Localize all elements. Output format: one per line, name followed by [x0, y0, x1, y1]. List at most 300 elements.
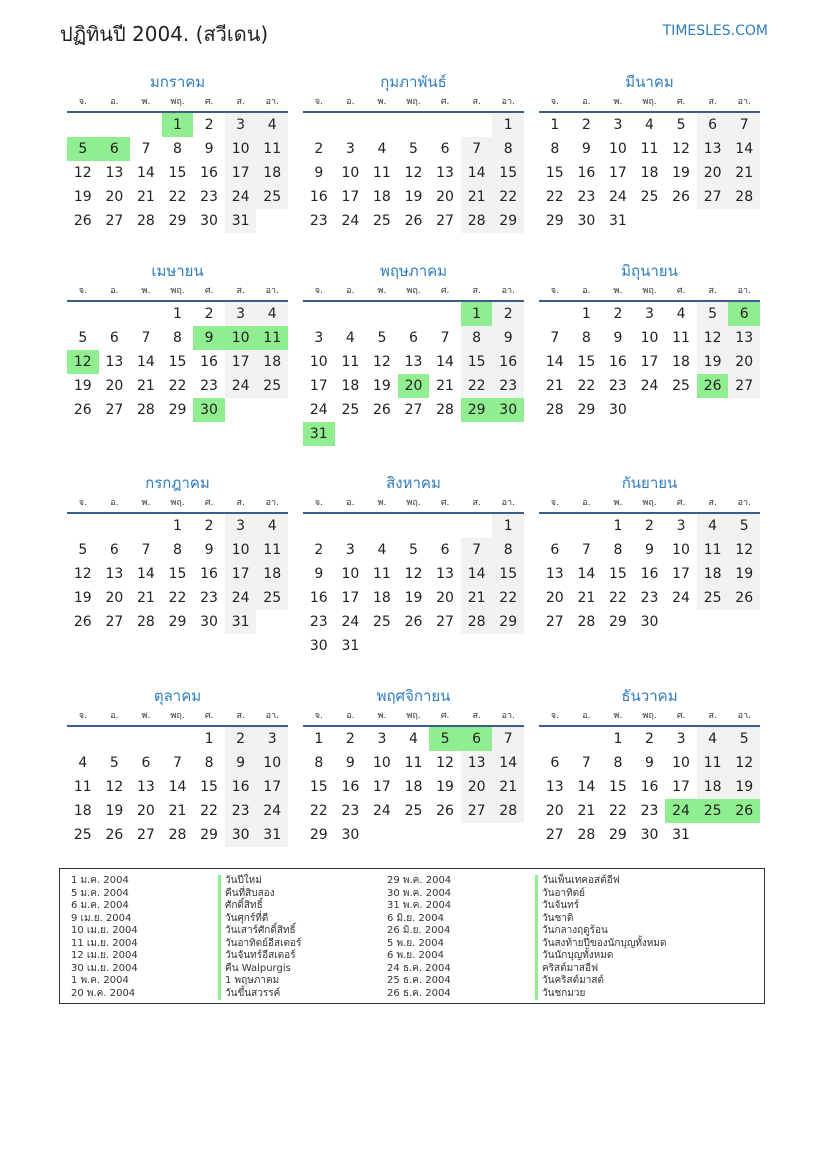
weekday-label: อา.	[501, 286, 515, 296]
day-cell: 3	[345, 141, 355, 157]
weekday-label: อา.	[265, 97, 279, 107]
day-cell: 29	[168, 402, 187, 418]
weekday-label: ส.	[472, 498, 481, 508]
weekday-header	[303, 283, 524, 302]
empty-cell	[303, 514, 335, 538]
month-name: ตุลาคม	[153, 687, 202, 705]
month-calendar	[539, 70, 760, 233]
day-cell: 2	[645, 731, 654, 747]
day-cell: 8	[492, 137, 524, 161]
day-cell: 3	[314, 330, 324, 346]
weekday-header	[303, 708, 524, 727]
day-cell: 18	[672, 354, 690, 370]
day-cell: 15	[609, 779, 627, 795]
day-cell: 9	[645, 755, 654, 771]
empty-cell	[67, 113, 99, 137]
weekday-label: พฤ.	[642, 498, 657, 508]
day-cell: 14	[461, 161, 493, 185]
day-cell: 19	[728, 562, 760, 586]
holiday-entry: วันเสาร์ศักดิ์สิทธิ์	[218, 925, 301, 938]
day-cell: 29	[492, 610, 524, 634]
weekday-label: อ.	[346, 97, 355, 107]
day-cell: 20	[105, 189, 124, 205]
day-cell: 3	[676, 731, 686, 747]
weekday-label: ศ.	[204, 498, 214, 508]
day-cell: 3	[225, 113, 257, 137]
day-cell: 3	[645, 306, 654, 322]
day-cell: 7	[440, 330, 450, 346]
day-grid	[67, 514, 288, 634]
day-cell: 25	[373, 213, 391, 229]
day-grid	[539, 302, 760, 422]
day-cell: 25	[373, 614, 391, 630]
day-cell: 9	[492, 326, 524, 350]
day-cell: 11	[640, 141, 659, 157]
day-cell: 20	[545, 803, 564, 819]
day-grid	[303, 302, 524, 446]
empty-cell	[571, 727, 603, 751]
day-cell: 8	[613, 755, 623, 771]
day-cell: 4	[78, 755, 88, 771]
weekday-label: ศ.	[676, 498, 686, 508]
weekday-label: พ.	[377, 498, 387, 508]
day-cell: 21	[545, 378, 564, 394]
day-cell: 28	[168, 827, 187, 843]
weekday-label: พฤ.	[642, 97, 657, 107]
day-cell: 17	[609, 165, 627, 181]
day-cell: 22	[309, 803, 328, 819]
day-cell: 18	[373, 189, 391, 205]
day-cell: 19	[73, 590, 92, 606]
day-cell: 31	[609, 213, 627, 229]
month-calendar	[303, 471, 524, 658]
day-cell: 7	[492, 727, 524, 751]
weekday-header	[539, 495, 760, 514]
day-cell: 26	[672, 189, 690, 205]
weekday-header	[539, 283, 760, 302]
holiday-day-cell: 30	[492, 398, 524, 422]
day-cell: 27	[105, 213, 124, 229]
weekday-label: ส.	[472, 711, 481, 721]
day-grid	[303, 727, 524, 847]
day-cell: 22	[168, 378, 187, 394]
holiday-entry: 29 พ.ค. 2004	[387, 875, 452, 886]
day-cell: 23	[609, 378, 627, 394]
day-cell: 4	[345, 330, 355, 346]
day-cell: 14	[492, 751, 524, 775]
day-cell: 27	[404, 402, 423, 418]
holiday-day-cell: 30	[193, 398, 225, 422]
weekday-label: อ.	[582, 286, 591, 296]
day-cell: 24	[373, 803, 391, 819]
holiday-day-cell: 29	[461, 398, 493, 422]
day-cell: 28	[137, 614, 155, 630]
holiday-entry: 30 พ.ค. 2004	[387, 887, 452, 899]
day-cell: 30	[309, 638, 328, 654]
holiday-day-cell: 9	[193, 326, 225, 350]
day-cell: 15	[609, 566, 627, 582]
day-cell: 12	[436, 755, 454, 771]
month-calendar	[539, 259, 760, 422]
weekday-label: ศ.	[440, 97, 450, 107]
day-cell: 23	[640, 590, 659, 606]
day-cell: 28	[577, 614, 596, 630]
day-cell: 12	[105, 779, 124, 795]
holiday-day-cell: 20	[398, 374, 430, 398]
day-cell: 25	[341, 402, 360, 418]
day-cell: 24	[341, 213, 360, 229]
day-cell: 28	[461, 209, 493, 233]
day-cell: 31	[341, 638, 360, 654]
weekday-header	[67, 708, 288, 727]
day-cell: 14	[577, 779, 596, 795]
day-cell: 1	[492, 113, 524, 137]
day-cell: 2	[204, 306, 214, 322]
weekday-label: จ.	[78, 498, 87, 508]
holiday-entry: 5 พ.ย. 2004	[387, 937, 444, 949]
day-cell: 8	[173, 141, 182, 157]
day-cell: 20	[545, 590, 564, 606]
day-cell: 8	[173, 542, 182, 558]
day-cell: 2	[225, 727, 257, 751]
weekday-label: อา.	[501, 498, 515, 508]
day-grid	[539, 727, 760, 847]
day-cell: 14	[577, 566, 596, 582]
day-cell: 14	[137, 165, 155, 181]
day-cell: 2	[645, 518, 654, 534]
day-cell: 16	[492, 350, 524, 374]
weekday-label: อา.	[265, 711, 279, 721]
day-cell: 2	[314, 542, 324, 558]
empty-cell	[99, 514, 131, 538]
day-cell: 5	[409, 141, 418, 157]
month-calendar	[67, 471, 288, 634]
day-cell: 23	[640, 803, 659, 819]
day-cell: 1	[204, 731, 214, 747]
weekday-label: ศ.	[676, 711, 686, 721]
day-cell: 23	[309, 213, 328, 229]
day-cell: 4	[377, 141, 387, 157]
month-name: พฤษภาคม	[379, 262, 448, 280]
holiday-entry: คืนที่สิบสอง	[218, 888, 301, 901]
holiday-day-cell: 12	[67, 350, 99, 374]
day-cell: 18	[640, 165, 659, 181]
day-cell: 24	[225, 185, 257, 209]
day-cell: 27	[436, 614, 454, 630]
weekday-label: พ.	[141, 711, 151, 721]
day-cell: 30	[200, 614, 218, 630]
day-cell: 8	[492, 538, 524, 562]
holiday-entry: 1 พฤษภาคม	[218, 975, 301, 988]
weekday-label: อ.	[346, 498, 355, 508]
weekday-label: จ.	[314, 286, 323, 296]
day-cell: 14	[728, 137, 760, 161]
weekday-header	[303, 495, 524, 514]
day-cell: 5	[697, 302, 729, 326]
day-grid	[303, 514, 524, 658]
day-cell: 13	[404, 354, 423, 370]
day-cell: 12	[73, 566, 92, 582]
day-cell: 18	[73, 803, 92, 819]
day-cell: 15	[200, 779, 218, 795]
holiday-day-cell: 31	[303, 422, 335, 446]
day-cell: 10	[225, 137, 257, 161]
day-cell: 13	[105, 354, 124, 370]
weekday-label: พ.	[377, 286, 387, 296]
day-cell: 23	[200, 189, 218, 205]
day-cell: 26	[436, 803, 454, 819]
holiday-day-cell: 10	[225, 326, 257, 350]
weekday-label: อา.	[501, 97, 515, 107]
day-cell: 4	[256, 113, 288, 137]
day-cell: 21	[137, 590, 155, 606]
weekday-label: อ.	[110, 97, 119, 107]
day-cell: 9	[613, 330, 623, 346]
weekday-label: พ.	[141, 97, 151, 107]
day-cell: 7	[141, 141, 151, 157]
holiday-entry: วันอาทิตย์อีสเตอร์	[218, 938, 301, 951]
day-cell: 4	[676, 306, 686, 322]
holiday-day-cell: 5	[429, 727, 461, 751]
day-cell: 22	[492, 185, 524, 209]
day-cell: 5	[409, 542, 418, 558]
month-calendar	[303, 70, 524, 233]
day-cell: 7	[141, 330, 151, 346]
day-cell: 8	[173, 330, 182, 346]
day-cell: 22	[492, 586, 524, 610]
holiday-day-cell: 24	[665, 799, 697, 823]
weekday-label: ส.	[236, 97, 245, 107]
day-cell: 4	[377, 542, 387, 558]
day-cell: 17	[672, 566, 690, 582]
empty-cell	[398, 302, 430, 326]
holiday-entry: วันปีใหม่	[218, 875, 301, 888]
holiday-entry: 26 ธ.ค. 2004	[387, 987, 451, 999]
day-cell: 1	[492, 514, 524, 538]
weekday-label: อ.	[582, 498, 591, 508]
empty-cell	[130, 113, 162, 137]
day-cell: 25	[697, 586, 729, 610]
day-cell: 30	[225, 823, 257, 847]
weekday-label: ส.	[472, 97, 481, 107]
day-cell: 15	[309, 779, 328, 795]
holiday-entry: 5 ม.ค. 2004	[71, 887, 129, 899]
holiday-dates-column-1	[71, 875, 138, 1000]
day-cell: 19	[373, 378, 391, 394]
day-grid	[539, 113, 760, 233]
day-cell: 29	[609, 614, 627, 630]
weekday-label: ส.	[236, 498, 245, 508]
day-cell: 18	[697, 562, 729, 586]
day-cell: 18	[373, 590, 391, 606]
holiday-entry: วันจันทร์อีสเตอร์	[218, 950, 301, 963]
day-cell: 16	[309, 590, 328, 606]
day-cell: 10	[309, 354, 328, 370]
day-cell: 29	[309, 827, 328, 843]
site-link[interactable]: TIMESLES.COM	[662, 23, 768, 39]
day-cell: 5	[78, 542, 88, 558]
weekday-label: ส.	[472, 286, 481, 296]
day-cell: 29	[492, 209, 524, 233]
day-cell: 7	[728, 113, 760, 137]
weekday-label: พ.	[613, 97, 623, 107]
empty-cell	[429, 113, 461, 137]
day-cell: 14	[168, 779, 187, 795]
day-cell: 20	[728, 350, 760, 374]
empty-cell	[99, 727, 131, 751]
day-cell: 3	[613, 117, 623, 133]
empty-cell	[398, 113, 430, 137]
holiday-entry: 10 เม.ย. 2004	[71, 925, 138, 936]
holiday-day-cell: 1	[162, 113, 194, 137]
day-cell: 5	[78, 330, 88, 346]
day-cell: 13	[728, 326, 760, 350]
day-cell: 8	[550, 141, 560, 157]
day-cell: 27	[728, 374, 760, 398]
weekday-label: จ.	[550, 286, 559, 296]
holiday-names-column-2	[535, 875, 667, 1000]
day-cell: 24	[341, 614, 360, 630]
day-cell: 23	[200, 378, 218, 394]
day-cell: 4	[256, 514, 288, 538]
weekday-label: จ.	[78, 286, 87, 296]
day-cell: 19	[672, 165, 690, 181]
empty-cell	[366, 514, 398, 538]
holiday-entry: วันสงท้ายปีของนักบุญทั้งหมด	[535, 938, 667, 951]
month-calendar	[539, 684, 760, 847]
weekday-label: พ.	[613, 498, 623, 508]
weekday-label: จ.	[550, 97, 559, 107]
day-cell: 14	[436, 354, 454, 370]
day-cell: 26	[105, 827, 124, 843]
day-cell: 21	[577, 590, 596, 606]
day-cell: 19	[105, 803, 124, 819]
holiday-entry: 26 มิ.ย. 2004	[387, 925, 451, 936]
day-cell: 19	[73, 378, 92, 394]
day-cell: 8	[314, 755, 324, 771]
month-calendar	[303, 259, 524, 446]
empty-cell	[539, 514, 571, 538]
weekday-label: อ.	[110, 286, 119, 296]
day-cell: 14	[545, 354, 564, 370]
day-cell: 17	[341, 590, 360, 606]
day-cell: 21	[137, 378, 155, 394]
day-grid	[539, 514, 760, 634]
day-cell: 6	[409, 330, 418, 346]
weekday-label: พฤ.	[406, 97, 421, 107]
day-cell: 4	[697, 727, 729, 751]
weekday-label: ส.	[708, 498, 717, 508]
weekday-label: ศ.	[676, 97, 686, 107]
day-cell: 24	[225, 586, 257, 610]
weekday-label: ศ.	[440, 498, 450, 508]
day-cell: 12	[404, 566, 423, 582]
day-cell: 9	[645, 542, 654, 558]
day-cell: 26	[404, 213, 423, 229]
holiday-entry: 1 ม.ค. 2004	[71, 875, 129, 886]
weekday-label: พ.	[377, 97, 387, 107]
day-cell: 21	[728, 161, 760, 185]
day-cell: 21	[492, 775, 524, 799]
weekday-label: พฤ.	[170, 286, 185, 296]
weekday-label: จ.	[550, 711, 559, 721]
day-cell: 29	[545, 213, 564, 229]
weekday-label: พ.	[141, 286, 151, 296]
day-cell: 2	[345, 731, 355, 747]
weekday-label: ส.	[708, 97, 717, 107]
day-cell: 18	[256, 350, 288, 374]
day-cell: 24	[309, 402, 328, 418]
day-cell: 8	[613, 542, 623, 558]
day-cell: 17	[640, 354, 659, 370]
weekday-header	[67, 283, 288, 302]
weekday-label: พฤ.	[170, 97, 185, 107]
empty-cell	[130, 727, 162, 751]
day-cell: 25	[256, 374, 288, 398]
empty-cell	[429, 302, 461, 326]
weekday-label: พฤ.	[170, 711, 185, 721]
day-cell: 23	[225, 799, 257, 823]
day-cell: 20	[436, 590, 454, 606]
holiday-day-cell: 6	[461, 727, 493, 751]
day-cell: 8	[461, 326, 493, 350]
day-cell: 13	[545, 566, 564, 582]
weekday-label: อา.	[501, 711, 515, 721]
day-cell: 13	[105, 165, 124, 181]
weekday-label: อา.	[737, 711, 751, 721]
day-cell: 4	[697, 514, 729, 538]
day-cell: 23	[341, 803, 360, 819]
day-cell: 13	[545, 779, 564, 795]
day-cell: 17	[341, 189, 360, 205]
empty-cell	[130, 302, 162, 326]
holiday-entry: 25 ธ.ค. 2004	[387, 975, 451, 986]
day-cell: 30	[577, 213, 596, 229]
day-cell: 24	[672, 590, 690, 606]
day-cell: 6	[440, 141, 450, 157]
day-cell: 7	[141, 542, 151, 558]
day-cell: 15	[545, 165, 564, 181]
month-calendar	[539, 471, 760, 634]
day-cell: 19	[404, 590, 423, 606]
day-cell: 16	[225, 775, 257, 799]
day-cell: 15	[492, 161, 524, 185]
day-cell: 17	[225, 562, 257, 586]
day-cell: 26	[73, 614, 92, 630]
day-cell: 23	[309, 614, 328, 630]
day-cell: 29	[577, 402, 596, 418]
day-cell: 6	[109, 542, 119, 558]
holiday-entry: 6 ม.ค. 2004	[71, 900, 129, 911]
day-cell: 3	[256, 727, 288, 751]
day-cell: 15	[461, 350, 493, 374]
day-cell: 31	[225, 610, 257, 634]
day-cell: 16	[200, 354, 218, 370]
day-cell: 25	[672, 378, 690, 394]
weekday-label: ส.	[236, 286, 245, 296]
day-cell: 27	[461, 799, 493, 823]
weekday-label: พฤ.	[406, 711, 421, 721]
day-cell: 12	[697, 326, 729, 350]
day-cell: 3	[377, 731, 387, 747]
empty-cell	[335, 302, 367, 326]
day-cell: 5	[728, 727, 760, 751]
day-cell: 3	[676, 518, 686, 534]
holiday-list	[59, 868, 765, 1004]
holiday-entry: 20 พ.ค. 2004	[71, 987, 136, 999]
day-cell: 18	[256, 562, 288, 586]
holiday-entry: วันคริสต์มาสต์	[535, 975, 667, 988]
